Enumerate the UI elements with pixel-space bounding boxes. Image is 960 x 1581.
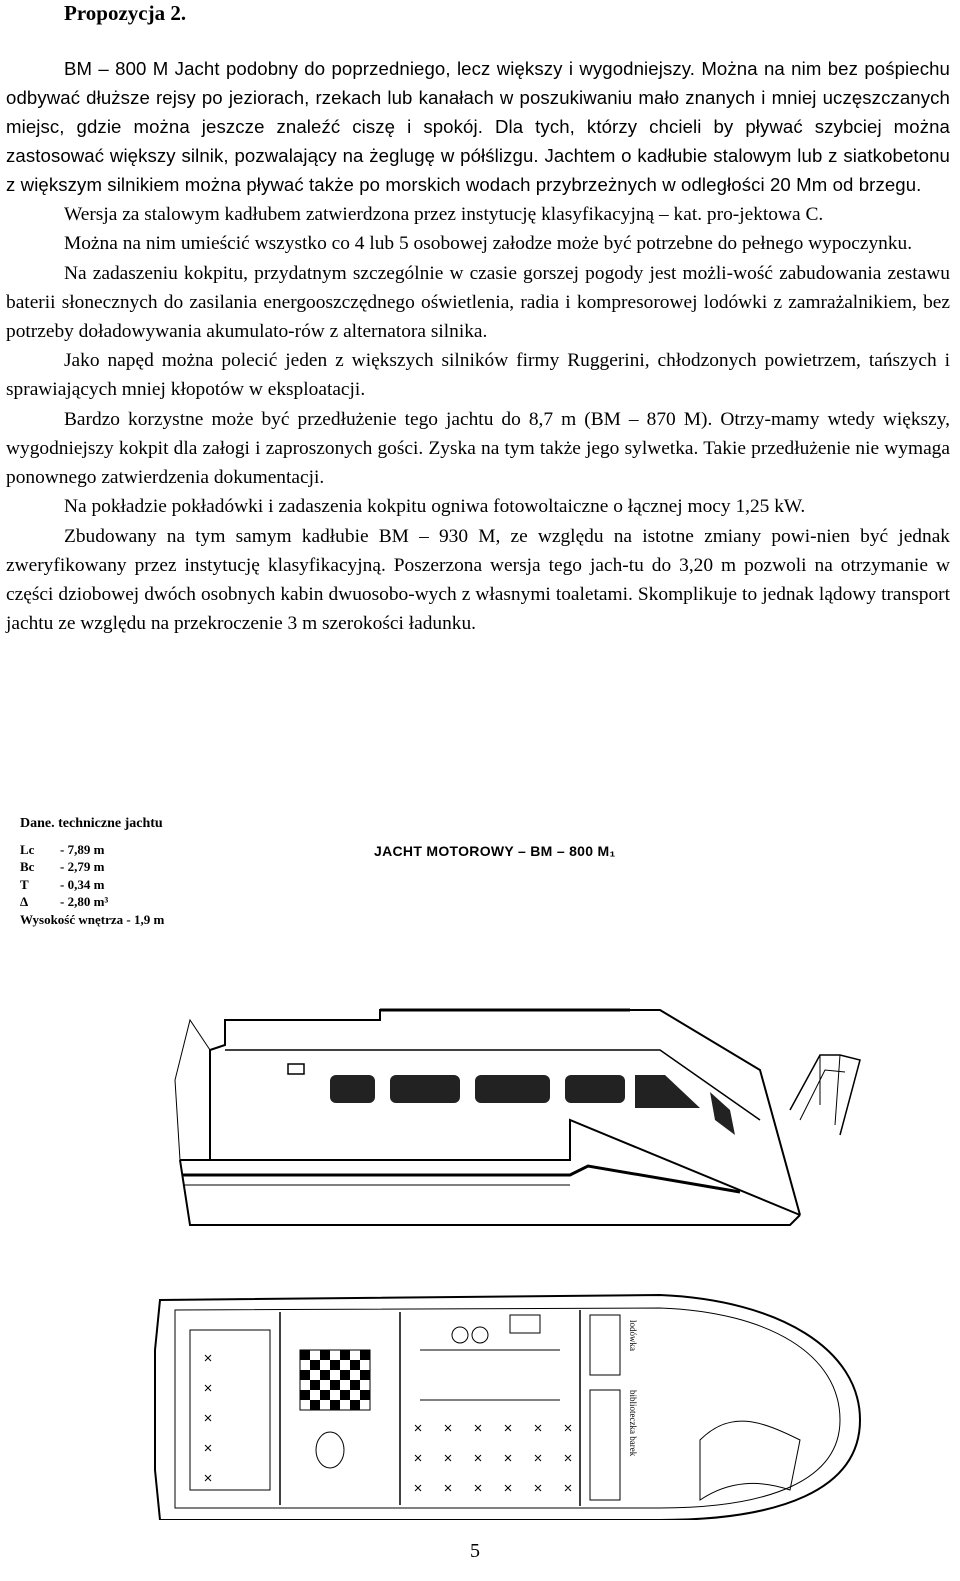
spec-row — [20, 858, 164, 876]
body-text — [6, 54, 950, 638]
spec-row — [20, 841, 164, 859]
spec-symbol: Bc — [20, 859, 35, 874]
drawing-title: JACHT MOTOROWY – BM – 800 M₁ — [374, 843, 616, 859]
paragraph: Bardzo korzystne może być przedłużenie tego jachtu do 8,7 m (BM – 870 M). Otrzy-mamy wtedy większy, wygodniejszy kokpit dla załogi i zaproszonych gości. Zyska na tym także jego sylwetka. Takie przedłużenie nie wymaga ponownego zatwierdzenia dokumentacji. — [6, 408, 950, 488]
paragraph: Zbudowany na tym samym kadłubie BM – 930 M, ze względu na istotne zmiany powi-nien być jednak zweryfikowany przez instytucję klasyfikacyjną. Poszerzona wersja tego jach-tu do 3,20 m pozwoli na otrzymanie w części dziobowej dwóch osobnych kabin dwuosobo-wych z własnymi toaletami. Skomplikuje to jednak lądowy transport jachtu ze względu na przekroczenie 3 m szerokości ładunku. — [6, 525, 950, 634]
label-fridge: lodówka — [628, 1320, 638, 1351]
page-number: 5 — [470, 1540, 480, 1562]
spec-value: - 7,89 m — [60, 841, 105, 857]
spec-height-value: - 1,9 m — [126, 911, 165, 927]
label-library: biblioteczka barek — [628, 1390, 638, 1457]
paragraph: Na zadaszeniu kokpitu, przydatnym szczególnie w czasie gorszej pogody jest możli-wość zabudowania zestawu baterii słonecznych do zasilania energooszczędnego oświetlenia, radia i kompresorowej lodówki z zamrażalnikiem, bez potrzeby doładowywania akumulato-rów z alternatora silnika. — [6, 262, 950, 342]
plan-view — [155, 1295, 860, 1520]
checker-floor — [300, 1350, 370, 1410]
side-profile — [175, 1010, 860, 1225]
paragraph: Wersja za stalowym kadłubem zatwierdzona przez instytucję klasyfikacyjną – kat. pro-jektowa C. — [64, 203, 824, 225]
paragraph: Można na nim umieścić wszystko co 4 lub 5 osobowej załodze może być potrzebne do pełnego wypoczynku. — [64, 233, 913, 254]
spec-symbol: T — [20, 876, 29, 892]
spec-value: - 0,34 m — [60, 876, 105, 892]
cabin-windows — [330, 1075, 735, 1135]
paragraph: Jako napęd można polecić jeden z większych silników firmy Ruggerini, chłodzonych powietrzem, tańszych i sprawiających mniej kłopotów w eksploatacji. — [6, 350, 950, 400]
yacht-drawing — [100, 880, 900, 1520]
spec-symbol: Lc — [20, 841, 35, 857]
paragraph: BM – 800 M Jacht podobny do poprzedniego, lecz większy i wygodniejszy. Można na nim bez pośpiechu odbywać dłuższe rejsy po jeziorach, rzekach lub kanałach w poszukiwaniu mało znanych i mniej uczęszczanych miejsc, gdzie można jeszcze znaleźć ciszę i spokój. Dla tych, którzy chcieli by pływać szybciej można zastosować większy silnik, pozwalający na żeglugę w półślizgu. Jachtem o kadłubie stalowym lub z siatkobetonu z większym silnikiem można pływać także po morskich wodach przybrzeżnych w odległości 20 Mm od brzegu. — [6, 58, 950, 195]
spec-symbol: Δ — [20, 894, 29, 909]
spec-value: - 2,80 m³ — [60, 894, 109, 909]
spec-height-label: Wysokość wnętrza — [20, 911, 124, 927]
paragraph: Na pokładzie pokładówki i zadaszenia kokpitu ogniwa fotowoltaiczne o łącznej mocy 1,25 kW. — [64, 496, 806, 517]
technical-data-title: Dane. techniczne jachtu — [20, 816, 163, 831]
section-heading: Propozycja 2. — [64, 1, 187, 25]
spec-value: - 2,79 m — [60, 859, 105, 874]
seat-hatching — [205, 1355, 571, 1491]
